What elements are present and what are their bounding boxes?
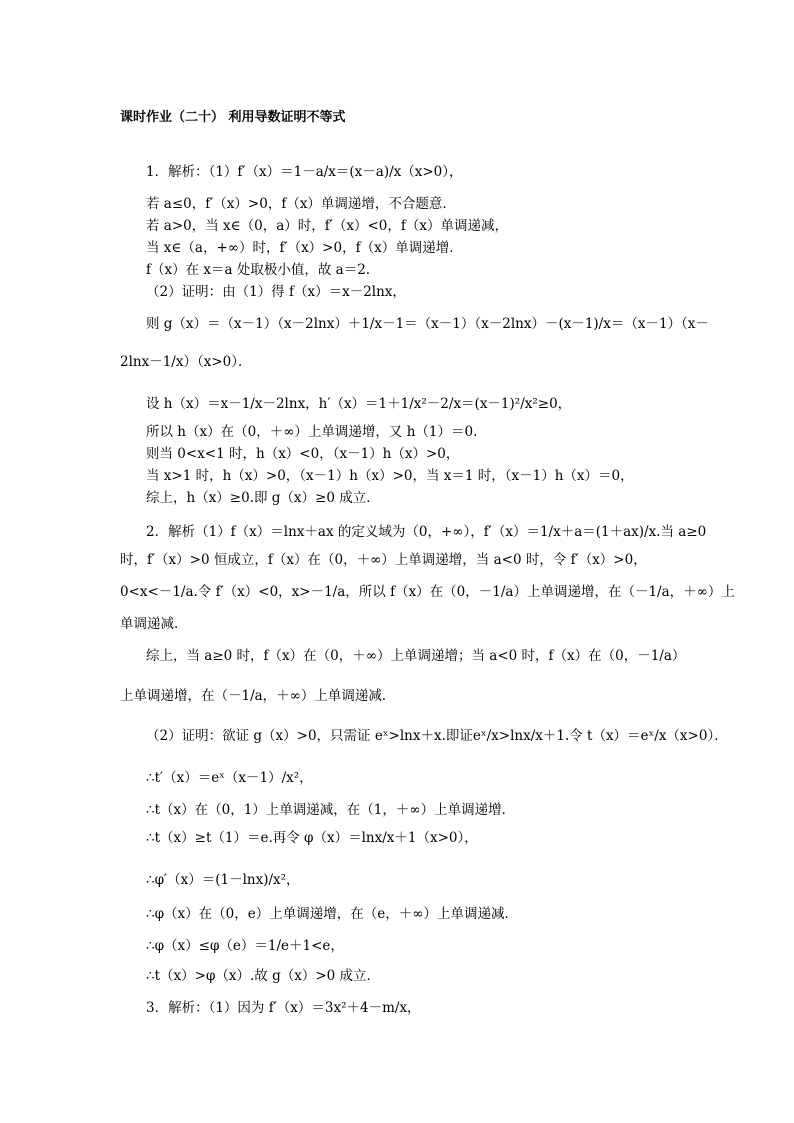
text-line: 当 x>1 时，h（x）>0，（x－1）h（x）>0，当 x＝1 时，（x－1）h（x）＝0， <box>146 468 634 484</box>
text-line: ∴t（x）>φ（x）.故 g（x）>0 成立． <box>146 968 381 984</box>
text-line: 当 x∈（a，+∞）时，f′（x）>0，f（x）单调递增． <box>146 240 463 256</box>
text-line: 若 a≤0，f′（x）>0，f（x）单调递增，不合题意． <box>146 196 456 212</box>
text-line: 0<x<－1/a.令 f′（x）<0，x>－1/a，所以 f（x）在（0，－1/a）上单调递增，在（－1/a，＋∞）上 <box>120 584 735 600</box>
text-line: ∴t（x）≥t（1）＝e.再令 φ（x）＝lnx/x＋1（x>0）， <box>146 830 478 846</box>
text-line: 设 h（x）＝x－1/x－2lnx，h′（x）＝1＋1/x²－2/x＝(x－1)²/x²≥0， <box>146 396 572 412</box>
text-line: ∴φ′（x）＝(1－lnx)/x²， <box>146 872 300 888</box>
text-line: （2）证明：欲证 g（x）>0，只需证 eˣ>lnx＋x.即证eˣ/x>lnx/x＋1.令 t（x）＝eˣ/x（x>0）． <box>146 728 728 744</box>
text-line: 则 g（x）＝（x－1）（x－2lnx）＋1/x－1＝（x－1）（x－2lnx）－(x－1)/x＝（x－1）（x－ <box>146 316 709 332</box>
text-line: 时，f′（x）>0 恒成立，f（x）在（0，＋∞）上单调递增，当 a<0 时，令 f′（x）>0， <box>120 552 647 568</box>
text-line: 所以 h（x）在（0，＋∞）上单调递增，又 h（1）＝0. <box>146 424 478 440</box>
page-title: 课时作业（二十） 利用导数证明不等式 <box>120 110 346 125</box>
text-line: （2）证明：由（1）得 f（x）＝x－2lnx， <box>146 284 406 300</box>
text-line: 2lnx－1/x）（x>0）． <box>120 354 252 370</box>
text-line: 1．解析：（1）f′（x）＝1－a/x＝(x－a)/x（x>0）， <box>146 164 463 180</box>
text-line: 上单调递增，在（－1/a，＋∞）上单调递减． <box>120 688 396 704</box>
text-line: 综上，h（x）≥0.即 g（x）≥0 成立． <box>146 490 380 506</box>
text-line: 则当 0<x<1 时，h（x）<0，（x－1）h（x）>0， <box>146 446 460 462</box>
text-line: f（x）在 x＝a 处取极小值，故 a＝2. <box>146 262 371 278</box>
text-line: 2．解析（1）f（x）＝lnx＋ax 的定义域为（0，+∞），f′（x）＝1/x＋a＝(1＋ax)/x.当 a≥0 <box>146 524 707 540</box>
text-line: 3．解析：（1）因为 f′（x）＝3x²＋4－m/x， <box>146 1000 421 1016</box>
text-line: 若 a>0，当 x∈（0，a）时，f′（x）<0，f（x）单调递减， <box>146 218 508 234</box>
text-line: 单调递减． <box>120 616 188 632</box>
text-line: ∴φ（x）在（0，e）上单调递增，在（e，＋∞）上单调递减． <box>146 906 518 922</box>
text-line: ∴t′（x）＝eˣ（x－1）/x²， <box>146 770 313 786</box>
text-line: ∴t（x）在（0，1）上单调递减，在（1，＋∞）上单调递增． <box>146 802 516 818</box>
text-line: ∴φ（x）≤φ（e）＝1/e＋1<e， <box>146 938 344 954</box>
text-line: 综上，当 a≥0 时，f（x）在（0，＋∞）上单调递增；当 a<0 时，f（x）在（0，－1/a） <box>146 648 686 664</box>
